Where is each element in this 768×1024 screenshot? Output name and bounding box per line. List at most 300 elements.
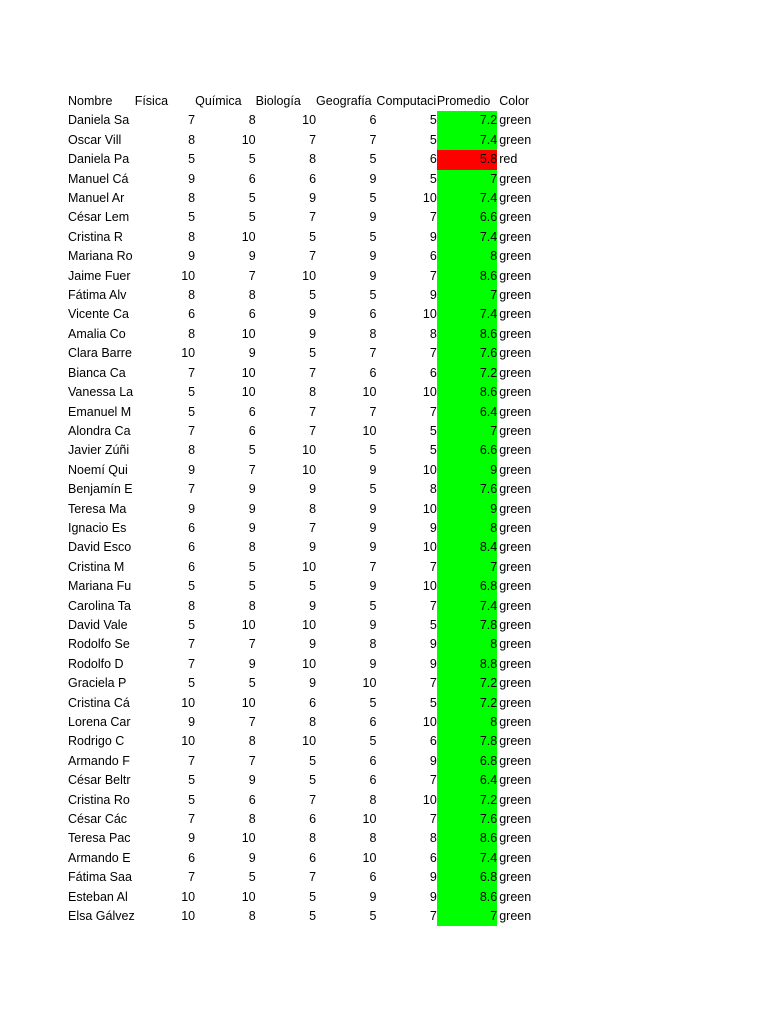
cell-fisica[interactable]: 7 <box>188 812 196 827</box>
cell-biologia[interactable]: 10 <box>302 734 317 749</box>
cell-geografia[interactable]: 10 <box>362 385 377 400</box>
cell-nombre[interactable]: Benjamín E <box>68 482 133 497</box>
cell-promedio[interactable]: 6.4 <box>437 771 497 790</box>
cell-biologia[interactable]: 10 <box>302 268 317 283</box>
cell-color[interactable]: green <box>499 326 532 341</box>
cell-nombre[interactable]: Ignacio Es <box>68 520 127 535</box>
cell-fisica[interactable]: 9 <box>188 501 196 516</box>
cell-computacion[interactable]: 9 <box>429 870 437 885</box>
cell-promedio[interactable]: 7.4 <box>437 228 497 247</box>
cell-quimica[interactable]: 8 <box>248 113 256 128</box>
cell-nombre[interactable]: Fátima Saa <box>68 870 132 885</box>
cell-promedio[interactable]: 7.4 <box>437 849 497 868</box>
cell-biologia[interactable]: 10 <box>302 462 317 477</box>
cell-geografia[interactable]: 9 <box>369 501 377 516</box>
cell-biologia[interactable]: 7 <box>309 132 317 147</box>
cell-nombre[interactable]: Cristina M <box>68 559 125 574</box>
cell-color[interactable]: green <box>499 462 532 477</box>
cell-nombre[interactable]: Elsa Gálvez <box>68 909 135 924</box>
cell-fisica[interactable]: 8 <box>188 191 196 206</box>
cell-color[interactable]: green <box>499 346 532 361</box>
cell-nombre[interactable]: Cristina Ro <box>68 792 130 807</box>
cell-quimica[interactable]: 5 <box>248 152 256 167</box>
cell-color[interactable]: green <box>499 831 532 846</box>
cell-nombre[interactable]: Rodolfo Se <box>68 637 130 652</box>
cell-promedio[interactable]: 8 <box>437 713 497 732</box>
cell-quimica[interactable]: 10 <box>241 326 256 341</box>
cell-promedio[interactable]: 7 <box>437 422 497 441</box>
cell-promedio[interactable]: 9 <box>437 500 497 519</box>
header-promedio[interactable]: Promedio <box>436 94 491 108</box>
cell-promedio[interactable]: 6.6 <box>437 208 497 227</box>
cell-nombre[interactable]: Jaime Fuer <box>68 268 131 283</box>
cell-nombre[interactable]: Esteban Al <box>68 889 128 904</box>
cell-quimica[interactable]: 8 <box>248 598 256 613</box>
cell-color[interactable]: green <box>499 307 532 322</box>
cell-nombre[interactable]: César Beltr <box>68 773 131 788</box>
cell-quimica[interactable]: 7 <box>248 462 256 477</box>
cell-quimica[interactable]: 9 <box>248 520 256 535</box>
cell-promedio[interactable]: 8.6 <box>437 383 497 402</box>
cell-quimica[interactable]: 9 <box>248 773 256 788</box>
cell-quimica[interactable]: 9 <box>248 249 256 264</box>
cell-computacion[interactable]: 5 <box>429 132 437 147</box>
cell-biologia[interactable]: 8 <box>309 501 317 516</box>
cell-color[interactable]: green <box>499 812 532 827</box>
cell-color[interactable]: green <box>499 715 532 729</box>
cell-geografia[interactable]: 7 <box>369 404 377 419</box>
cell-promedio[interactable]: 7.4 <box>437 131 497 150</box>
cell-nombre[interactable]: Rodrigo C <box>68 734 125 749</box>
cell-quimica[interactable]: 8 <box>248 909 256 924</box>
cell-promedio[interactable]: 7 <box>437 558 497 577</box>
header-biologia[interactable]: Biología <box>255 94 301 108</box>
cell-computacion[interactable]: 8 <box>429 831 437 846</box>
cell-computacion[interactable]: 7 <box>429 812 437 827</box>
cell-nombre[interactable]: Cristina R <box>68 229 123 244</box>
cell-fisica[interactable]: 7 <box>188 753 196 768</box>
cell-fisica[interactable]: 9 <box>188 831 196 846</box>
header-nombre[interactable]: Nombre <box>68 94 113 108</box>
cell-computacion[interactable]: 10 <box>422 792 437 807</box>
cell-computacion[interactable]: 8 <box>429 326 437 341</box>
cell-geografia[interactable]: 6 <box>369 307 377 322</box>
cell-color[interactable]: green <box>499 870 532 885</box>
cell-color[interactable]: green <box>499 132 532 147</box>
cell-promedio[interactable]: 7 <box>437 907 497 926</box>
cell-biologia[interactable]: 7 <box>309 423 317 438</box>
cell-nombre[interactable]: Manuel Cá <box>68 171 129 186</box>
header-geografia[interactable]: Geografía <box>316 94 372 108</box>
cell-fisica[interactable]: 5 <box>188 210 196 225</box>
cell-promedio[interactable]: 6.4 <box>437 403 497 422</box>
cell-color[interactable]: green <box>499 443 532 458</box>
cell-biologia[interactable]: 6 <box>309 812 317 827</box>
cell-computacion[interactable]: 9 <box>429 229 437 244</box>
cell-fisica[interactable]: 8 <box>188 326 196 341</box>
cell-biologia[interactable]: 9 <box>309 191 317 206</box>
cell-fisica[interactable]: 5 <box>188 617 196 632</box>
cell-color[interactable]: green <box>499 773 532 788</box>
cell-fisica[interactable]: 10 <box>181 889 196 904</box>
cell-promedio[interactable]: 7.8 <box>437 732 497 751</box>
cell-color[interactable]: green <box>499 423 532 438</box>
cell-fisica[interactable]: 7 <box>188 113 196 128</box>
cell-nombre[interactable]: Carolina Ta <box>68 598 132 613</box>
cell-biologia[interactable]: 5 <box>309 346 317 361</box>
cell-color[interactable]: green <box>499 210 532 225</box>
cell-nombre[interactable]: Armando F <box>68 753 130 768</box>
cell-geografia[interactable]: 8 <box>369 792 377 807</box>
cell-promedio[interactable]: 8.6 <box>437 267 497 286</box>
cell-biologia[interactable]: 10 <box>302 617 317 632</box>
cell-geografia[interactable]: 9 <box>369 520 377 535</box>
cell-nombre[interactable]: Noemí Qui <box>68 462 128 477</box>
cell-quimica[interactable]: 6 <box>248 423 256 438</box>
cell-fisica[interactable]: 9 <box>188 715 196 729</box>
cell-geografia[interactable]: 9 <box>369 617 377 632</box>
cell-nombre[interactable]: Fátima Alv <box>68 288 127 303</box>
cell-color[interactable]: green <box>499 171 532 186</box>
cell-fisica[interactable]: 8 <box>188 229 196 244</box>
cell-computacion[interactable]: 6 <box>429 249 437 264</box>
cell-fisica[interactable]: 5 <box>188 773 196 788</box>
cell-color[interactable]: red <box>499 152 518 167</box>
cell-color[interactable]: green <box>499 637 532 652</box>
cell-geografia[interactable]: 5 <box>369 288 377 303</box>
cell-quimica[interactable]: 6 <box>248 171 256 186</box>
cell-promedio[interactable]: 8 <box>437 247 497 266</box>
cell-computacion[interactable]: 9 <box>429 753 437 768</box>
cell-color[interactable]: green <box>499 909 532 924</box>
cell-fisica[interactable]: 6 <box>188 520 196 535</box>
cell-promedio[interactable]: 7.6 <box>437 810 497 829</box>
cell-fisica[interactable]: 5 <box>188 676 196 691</box>
cell-quimica[interactable]: 8 <box>248 734 256 749</box>
cell-biologia[interactable]: 6 <box>309 171 317 186</box>
cell-nombre[interactable]: David Vale <box>68 617 128 632</box>
cell-color[interactable]: green <box>499 113 532 128</box>
cell-nombre[interactable]: Javier Zúñi <box>68 443 130 458</box>
cell-nombre[interactable]: Oscar Vill <box>68 132 122 147</box>
cell-color[interactable]: green <box>499 753 532 768</box>
cell-color[interactable]: green <box>499 268 532 283</box>
cell-computacion[interactable]: 5 <box>429 113 437 128</box>
header-quimica[interactable]: Química <box>195 94 242 108</box>
cell-quimica[interactable]: 8 <box>248 540 256 555</box>
cell-computacion[interactable]: 6 <box>429 850 437 865</box>
cell-quimica[interactable]: 7 <box>248 753 256 768</box>
cell-biologia[interactable]: 9 <box>309 598 317 613</box>
cell-computacion[interactable]: 7 <box>429 559 437 574</box>
cell-fisica[interactable]: 5 <box>188 792 196 807</box>
cell-color[interactable]: green <box>499 385 532 400</box>
cell-biologia[interactable]: 9 <box>309 676 317 691</box>
cell-geografia[interactable]: 7 <box>369 346 377 361</box>
cell-biologia[interactable]: 6 <box>309 850 317 865</box>
cell-quimica[interactable]: 6 <box>248 404 256 419</box>
cell-biologia[interactable]: 10 <box>302 113 317 128</box>
cell-promedio[interactable]: 8.6 <box>437 888 497 907</box>
cell-biologia[interactable]: 8 <box>309 831 317 846</box>
cell-fisica[interactable]: 5 <box>188 152 196 167</box>
cell-computacion[interactable]: 10 <box>422 540 437 555</box>
cell-quimica[interactable]: 10 <box>241 365 256 380</box>
cell-promedio[interactable]: 8.4 <box>437 538 497 557</box>
cell-geografia[interactable]: 6 <box>369 715 377 729</box>
cell-computacion[interactable]: 7 <box>429 210 437 225</box>
cell-computacion[interactable]: 6 <box>429 734 437 749</box>
cell-color[interactable]: green <box>499 229 532 244</box>
cell-quimica[interactable]: 9 <box>248 501 256 516</box>
cell-nombre[interactable]: David Esco <box>68 540 132 555</box>
cell-color[interactable]: green <box>499 482 532 497</box>
cell-nombre[interactable]: Alondra Ca <box>68 423 131 438</box>
cell-biologia[interactable]: 5 <box>309 753 317 768</box>
cell-color[interactable]: green <box>499 559 532 574</box>
cell-fisica[interactable]: 10 <box>181 346 196 361</box>
cell-computacion[interactable]: 10 <box>422 501 437 516</box>
cell-computacion[interactable]: 7 <box>429 909 437 924</box>
cell-geografia[interactable]: 9 <box>369 656 377 671</box>
cell-nombre[interactable]: Teresa Pac <box>68 831 131 846</box>
cell-nombre[interactable]: Armando E <box>68 850 131 865</box>
cell-color[interactable]: green <box>499 850 532 865</box>
cell-promedio[interactable]: 7.2 <box>437 111 497 130</box>
cell-fisica[interactable]: 9 <box>188 462 196 477</box>
cell-computacion[interactable]: 7 <box>429 598 437 613</box>
cell-quimica[interactable]: 5 <box>248 559 256 574</box>
cell-quimica[interactable]: 10 <box>241 229 256 244</box>
cell-color[interactable]: green <box>499 889 532 904</box>
cell-promedio[interactable]: 6.8 <box>437 752 497 771</box>
cell-computacion[interactable]: 9 <box>429 288 437 303</box>
cell-biologia[interactable]: 7 <box>309 365 317 380</box>
cell-quimica[interactable]: 10 <box>241 831 256 846</box>
cell-geografia[interactable]: 5 <box>369 909 377 924</box>
cell-fisica[interactable]: 6 <box>188 559 196 574</box>
cell-color[interactable]: green <box>499 656 532 671</box>
cell-geografia[interactable]: 9 <box>369 210 377 225</box>
cell-computacion[interactable]: 10 <box>422 307 437 322</box>
cell-geografia[interactable]: 9 <box>369 462 377 477</box>
cell-quimica[interactable]: 10 <box>241 889 256 904</box>
cell-computacion[interactable]: 10 <box>422 191 437 206</box>
cell-geografia[interactable]: 8 <box>369 326 377 341</box>
cell-computacion[interactable]: 9 <box>429 520 437 535</box>
cell-geografia[interactable]: 6 <box>369 113 377 128</box>
cell-nombre[interactable]: Cristina Cá <box>68 695 130 710</box>
cell-fisica[interactable]: 6 <box>188 307 196 322</box>
cell-biologia[interactable]: 10 <box>302 443 317 458</box>
cell-biologia[interactable]: 5 <box>309 579 317 594</box>
cell-nombre[interactable]: Mariana Ro <box>68 249 133 264</box>
cell-geografia[interactable]: 10 <box>362 850 377 865</box>
cell-color[interactable]: green <box>499 792 532 807</box>
cell-biologia[interactable]: 9 <box>309 307 317 322</box>
cell-biologia[interactable]: 7 <box>309 249 317 264</box>
cell-nombre[interactable]: Mariana Fu <box>68 579 132 594</box>
cell-promedio[interactable]: 6.6 <box>437 441 497 460</box>
cell-color[interactable]: green <box>499 695 532 710</box>
cell-quimica[interactable]: 9 <box>248 482 256 497</box>
header-computacion[interactable]: Computaci <box>376 94 437 108</box>
cell-color[interactable]: green <box>499 501 532 516</box>
cell-geografia[interactable]: 9 <box>369 268 377 283</box>
cell-nombre[interactable]: Vicente Ca <box>68 307 129 322</box>
cell-promedio[interactable]: 7.2 <box>437 674 497 693</box>
cell-promedio[interactable]: 7 <box>437 286 497 305</box>
cell-biologia[interactable]: 5 <box>309 909 317 924</box>
cell-quimica[interactable]: 7 <box>248 268 256 283</box>
cell-biologia[interactable]: 5 <box>309 773 317 788</box>
cell-computacion[interactable]: 7 <box>429 268 437 283</box>
cell-quimica[interactable]: 6 <box>248 307 256 322</box>
cell-fisica[interactable]: 10 <box>181 695 196 710</box>
cell-quimica[interactable]: 5 <box>248 870 256 885</box>
cell-color[interactable]: green <box>499 404 532 419</box>
cell-nombre[interactable]: Manuel Ar <box>68 191 125 206</box>
cell-computacion[interactable]: 5 <box>429 171 437 186</box>
cell-promedio[interactable]: 7.4 <box>437 305 497 324</box>
cell-quimica[interactable]: 7 <box>248 715 256 729</box>
cell-geografia[interactable]: 5 <box>369 734 377 749</box>
header-color[interactable]: Color <box>499 94 530 108</box>
cell-color[interactable]: green <box>499 365 532 380</box>
cell-computacion[interactable]: 8 <box>429 482 437 497</box>
cell-geografia[interactable]: 10 <box>362 423 377 438</box>
cell-promedio[interactable]: 7.2 <box>437 791 497 810</box>
cell-promedio[interactable]: 8.8 <box>437 655 497 674</box>
cell-fisica[interactable]: 8 <box>188 132 196 147</box>
cell-fisica[interactable]: 10 <box>181 268 196 283</box>
cell-fisica[interactable]: 7 <box>188 656 196 671</box>
cell-geografia[interactable]: 6 <box>369 365 377 380</box>
cell-biologia[interactable]: 9 <box>309 637 317 652</box>
cell-fisica[interactable]: 8 <box>188 288 196 303</box>
cell-quimica[interactable]: 8 <box>248 812 256 827</box>
cell-geografia[interactable]: 6 <box>369 773 377 788</box>
cell-geografia[interactable]: 9 <box>369 249 377 264</box>
cell-quimica[interactable]: 10 <box>241 132 256 147</box>
cell-biologia[interactable]: 10 <box>302 656 317 671</box>
cell-geografia[interactable]: 5 <box>369 443 377 458</box>
cell-computacion[interactable]: 7 <box>429 773 437 788</box>
cell-geografia[interactable]: 6 <box>369 870 377 885</box>
cell-nombre[interactable]: Graciela P <box>68 676 127 691</box>
cell-geografia[interactable]: 5 <box>369 152 377 167</box>
cell-quimica[interactable]: 7 <box>248 637 256 652</box>
cell-nombre[interactable]: Clara Barre <box>68 346 132 361</box>
cell-computacion[interactable]: 5 <box>429 695 437 710</box>
cell-nombre[interactable]: Lorena Car <box>68 715 131 729</box>
cell-biologia[interactable]: 9 <box>309 482 317 497</box>
cell-quimica[interactable]: 10 <box>241 695 256 710</box>
cell-color[interactable]: green <box>499 617 532 632</box>
cell-computacion[interactable]: 7 <box>429 676 437 691</box>
cell-fisica[interactable]: 5 <box>188 404 196 419</box>
cell-computacion[interactable]: 10 <box>422 715 437 729</box>
cell-nombre[interactable]: Emanuel M <box>68 404 132 419</box>
cell-geografia[interactable]: 5 <box>369 191 377 206</box>
cell-color[interactable]: green <box>499 579 532 594</box>
cell-geografia[interactable]: 8 <box>369 637 377 652</box>
cell-fisica[interactable]: 6 <box>188 540 196 555</box>
cell-fisica[interactable]: 8 <box>188 598 196 613</box>
cell-quimica[interactable]: 5 <box>248 191 256 206</box>
cell-quimica[interactable]: 8 <box>248 288 256 303</box>
cell-nombre[interactable]: Daniela Sa <box>68 113 130 128</box>
cell-fisica[interactable]: 7 <box>188 423 196 438</box>
cell-biologia[interactable]: 7 <box>309 792 317 807</box>
cell-fisica[interactable]: 8 <box>188 443 196 458</box>
cell-quimica[interactable]: 9 <box>248 850 256 865</box>
cell-biologia[interactable]: 10 <box>302 559 317 574</box>
cell-biologia[interactable]: 5 <box>309 288 317 303</box>
header-fisica[interactable]: Física <box>134 94 169 108</box>
cell-color[interactable]: green <box>499 676 532 691</box>
cell-computacion[interactable]: 5 <box>429 617 437 632</box>
cell-computacion[interactable]: 9 <box>429 637 437 652</box>
cell-fisica[interactable]: 5 <box>188 579 196 594</box>
cell-geografia[interactable]: 5 <box>369 695 377 710</box>
cell-biologia[interactable]: 8 <box>309 385 317 400</box>
cell-quimica[interactable]: 5 <box>248 579 256 594</box>
cell-quimica[interactable]: 5 <box>248 676 256 691</box>
cell-nombre[interactable]: César Lem <box>68 210 130 225</box>
cell-quimica[interactable]: 10 <box>241 617 256 632</box>
cell-promedio[interactable]: 7.2 <box>437 694 497 713</box>
cell-promedio[interactable]: 7.8 <box>437 616 497 635</box>
cell-geografia[interactable]: 5 <box>369 229 377 244</box>
cell-promedio[interactable]: 7 <box>437 170 497 189</box>
cell-quimica[interactable]: 5 <box>248 443 256 458</box>
cell-color[interactable]: green <box>499 540 532 555</box>
cell-promedio[interactable]: 5.8 <box>437 150 497 169</box>
cell-fisica[interactable]: 6 <box>188 850 196 865</box>
cell-computacion[interactable]: 7 <box>429 346 437 361</box>
cell-geografia[interactable]: 9 <box>369 579 377 594</box>
cell-biologia[interactable]: 5 <box>309 229 317 244</box>
cell-geografia[interactable]: 6 <box>369 753 377 768</box>
cell-nombre[interactable]: Vanessa La <box>68 385 134 400</box>
cell-quimica[interactable]: 6 <box>248 792 256 807</box>
cell-geografia[interactable]: 7 <box>369 132 377 147</box>
cell-nombre[interactable]: Amalia Co <box>68 326 126 341</box>
cell-fisica[interactable]: 7 <box>188 365 196 380</box>
cell-quimica[interactable]: 5 <box>248 210 256 225</box>
cell-promedio[interactable]: 8.6 <box>437 325 497 344</box>
cell-promedio[interactable]: 7.6 <box>437 480 497 499</box>
cell-biologia[interactable]: 9 <box>309 326 317 341</box>
cell-geografia[interactable]: 7 <box>369 559 377 574</box>
cell-promedio[interactable]: 8.6 <box>437 829 497 848</box>
cell-nombre[interactable]: Rodolfo D <box>68 656 124 671</box>
cell-computacion[interactable]: 10 <box>422 385 437 400</box>
cell-geografia[interactable]: 9 <box>369 171 377 186</box>
cell-geografia[interactable]: 9 <box>369 889 377 904</box>
cell-biologia[interactable]: 7 <box>309 520 317 535</box>
cell-fisica[interactable]: 7 <box>188 482 196 497</box>
cell-computacion[interactable]: 9 <box>429 656 437 671</box>
cell-fisica[interactable]: 7 <box>188 870 196 885</box>
cell-color[interactable]: green <box>499 191 532 206</box>
cell-geografia[interactable]: 5 <box>369 598 377 613</box>
cell-promedio[interactable]: 6.8 <box>437 577 497 596</box>
cell-nombre[interactable]: Teresa Ma <box>68 501 127 516</box>
cell-computacion[interactable]: 6 <box>429 365 437 380</box>
cell-computacion[interactable]: 6 <box>429 152 437 167</box>
